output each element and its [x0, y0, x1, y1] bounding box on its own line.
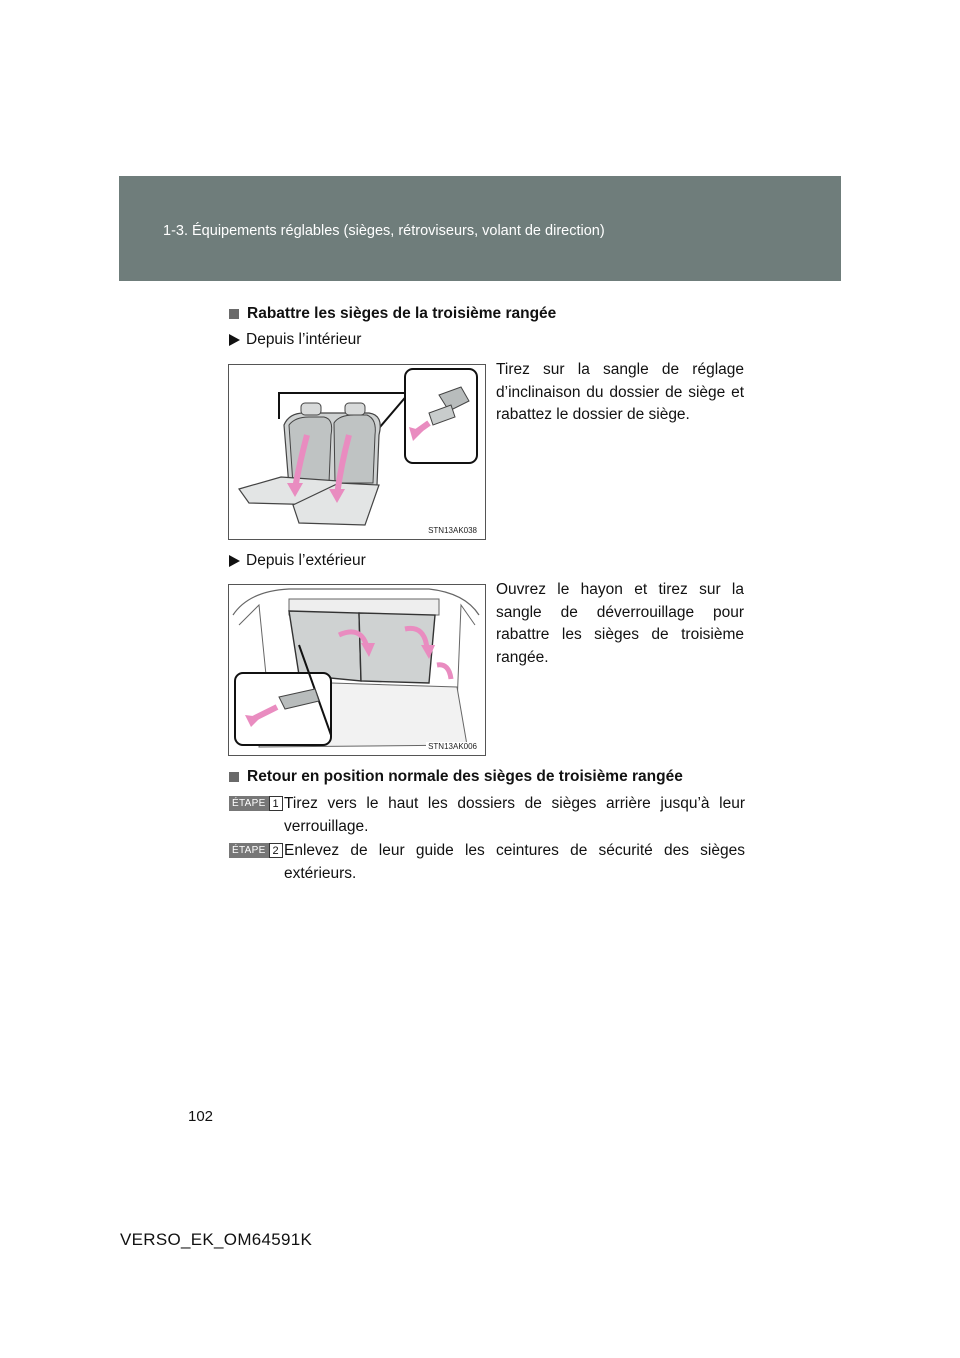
sub-heading-text: Depuis l’intérieur: [246, 331, 362, 348]
step-badge-label: ÉTAPE: [229, 843, 269, 858]
step-badge: [229, 796, 283, 811]
sub-heading-text: Depuis l’extérieur: [246, 552, 366, 569]
square-bullet-icon: [229, 772, 239, 782]
figure-exterior-fold: [228, 584, 486, 756]
figure-code: STN13AK038: [428, 526, 477, 535]
section-heading-return: [229, 768, 683, 786]
step-1: [229, 793, 745, 841]
section-heading-text: Rabattre les sièges de la troisième rangée: [247, 305, 557, 322]
page-number: 102: [188, 1108, 214, 1125]
triangle-right-icon: [229, 334, 240, 346]
figure-code: STN13AK006: [428, 742, 477, 751]
figure-interior-fold: [228, 364, 486, 540]
step-badge-number: 1: [269, 796, 283, 811]
square-bullet-icon: [229, 309, 239, 319]
step-text: Enlevez de leur guide les ceintures de sécurité des sièges extérieurs.: [284, 842, 745, 882]
illustration-seats-exterior: [229, 585, 485, 755]
sub-heading-exterior: [229, 552, 366, 570]
step-text: Tirez vers le haut les dossiers de sièges arrière jusqu’à leur verrouillage.: [284, 795, 745, 835]
step-2: [229, 840, 745, 888]
section-heading-text: Retour en position normale des sièges de troisième rangée: [247, 768, 683, 785]
instruction-interior: Tirez sur la sangle de réglage d’inclinaison du dossier de siège et rabattez le dossier de siège.: [496, 361, 744, 423]
step-badge: [229, 843, 283, 858]
illustration-seats-interior: [229, 365, 485, 539]
sub-heading-interior: [229, 331, 361, 349]
instruction-exterior: Ouvrez le hayon et tirez sur la sangle de déverrouillage pour rabattre les sièges de troisième rangée.: [496, 581, 744, 666]
step-badge-number: 2: [269, 843, 283, 858]
chapter-header-band: [119, 176, 841, 281]
section-heading-fold: [229, 305, 556, 323]
step-badge-label: ÉTAPE: [229, 796, 269, 811]
chapter-title: 1-3. Équipements réglables (sièges, rétroviseurs, volant de direction): [163, 223, 605, 239]
triangle-right-icon: [229, 555, 240, 567]
footer-manual-code: VERSO_EK_OM64591K: [120, 1230, 313, 1249]
